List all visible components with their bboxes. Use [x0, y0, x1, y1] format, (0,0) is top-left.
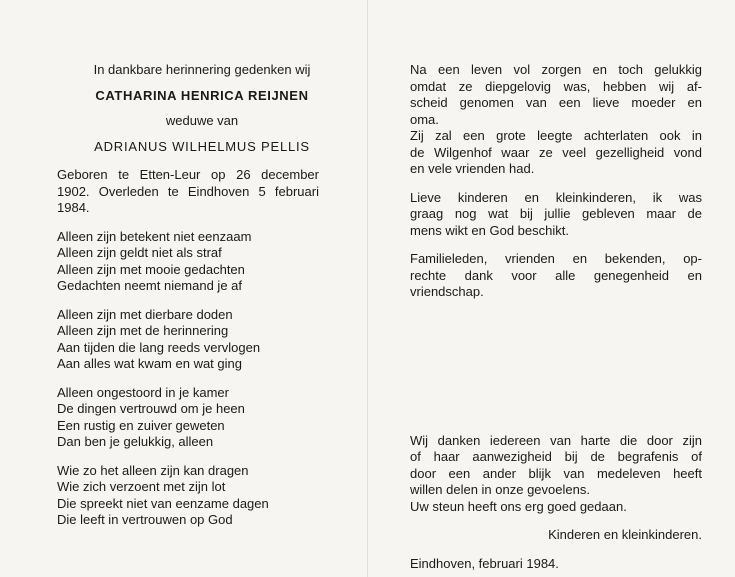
poem-line: Die leeft in vertrouwen op God	[57, 512, 233, 527]
poem-stanza	[57, 229, 357, 295]
bio-paragraph	[57, 167, 319, 217]
poem-line: Wie zich verzoent met zijn lot	[57, 479, 226, 494]
poem-line: Aan tijden die lang reeds vervlogen	[57, 339, 261, 355]
poem-line: Gedachten neemt niemand je af	[57, 278, 243, 293]
paragraph-line: de Wilgenhof waar ze veel gezelligheid vond	[410, 144, 702, 160]
poem-line: Alleen zijn met dierbare doden	[57, 306, 233, 322]
place-date: Eindhoven, februari 1984.	[410, 555, 559, 571]
intro-text: In dankbare herinnering gedenken wij	[93, 62, 311, 77]
paragraph	[410, 190, 702, 240]
spouse-name: ADRIANUS WILHELMUS PELLIS	[94, 138, 310, 154]
paragraph-line: Lieve kinderen en kleinkinderen, ik was	[410, 189, 702, 205]
paragraph-line: omdat ze diepgelovig was, hebben wij af-	[410, 78, 702, 94]
bio-line: 1902. Overleden te Eindhoven 5 februari	[57, 183, 319, 199]
signature: Kinderen en kleinkinderen.	[548, 527, 702, 542]
bio-line: Geboren te Etten-Leur op 26 december	[57, 167, 319, 182]
paragraph-line: graag nog wat bij jullie gebleven maar de	[410, 206, 702, 221]
poem-line: Wie zo het alleen zijn kan dragen	[57, 462, 249, 478]
poem-line: Dan ben je gelukkig, alleen	[57, 434, 214, 449]
paragraph-line: willen delen in onze gevoelens.	[410, 482, 590, 497]
poem-line: Alleen zijn met mooie gedachten	[57, 261, 245, 277]
deceased-name: CATHARINA HENRICA REIJNEN	[95, 87, 309, 103]
poem-line: Alleen zijn betekent niet eenzaam	[57, 228, 252, 244]
paragraph-line: door een ander blijk van medeleven heeft	[410, 465, 702, 481]
paragraph	[410, 128, 702, 178]
poem	[57, 229, 357, 529]
poem-line: Die spreekt niet van eenzame dagen	[57, 495, 269, 511]
paragraph-line: oma.	[410, 111, 439, 127]
relation-text: weduwe van	[165, 113, 239, 128]
poem-line: Een rustig en zuiver geweten	[57, 417, 225, 433]
paragraph-line: en vele vrienden had.	[410, 161, 535, 176]
paragraph-line: vriendschap.	[410, 284, 484, 299]
paragraph	[410, 251, 702, 301]
poem-stanza	[57, 385, 357, 451]
poem-stanza	[57, 463, 357, 529]
paragraph-line: rechte dank voor alle genegenheid en	[410, 267, 702, 283]
paragraph-line: scheid genomen van een lieve moeder en	[410, 95, 702, 110]
left-panel	[57, 62, 357, 529]
thanks-paragraph	[410, 433, 702, 516]
poem-line: Aan alles wat kwam en wat ging	[57, 356, 242, 371]
right-panel	[410, 62, 702, 572]
fold-line	[367, 0, 368, 577]
poem-line: Alleen zijn geldt niet als straf	[57, 245, 222, 260]
poem-line: Alleen zijn met de herinnering	[57, 323, 229, 338]
paragraph-line: Wij danken iedereen van harte die door zijn	[410, 432, 702, 448]
paragraph-line: Familieleden, vrienden en bekenden, op-	[410, 251, 702, 266]
poem-line: De dingen vertrouwd om je heen	[57, 401, 245, 416]
paragraph-line: Zij zal een grote leegte achterlaten ook in	[410, 128, 702, 143]
paragraph-line: of haar aanwezigheid bij de begrafenis of	[410, 449, 702, 464]
paragraph-line: Uw steun heeft ons erg goed gedaan.	[410, 498, 627, 514]
paragraph-line: Na een leven vol zorgen en toch gelukkig	[410, 62, 702, 77]
bio-line: 1984.	[57, 200, 90, 215]
paragraph-line: mens wikt en God beschikt.	[410, 222, 569, 238]
paragraph	[410, 62, 702, 128]
poem-line: Alleen ongestoord in je kamer	[57, 384, 229, 400]
poem-stanza	[57, 307, 357, 373]
